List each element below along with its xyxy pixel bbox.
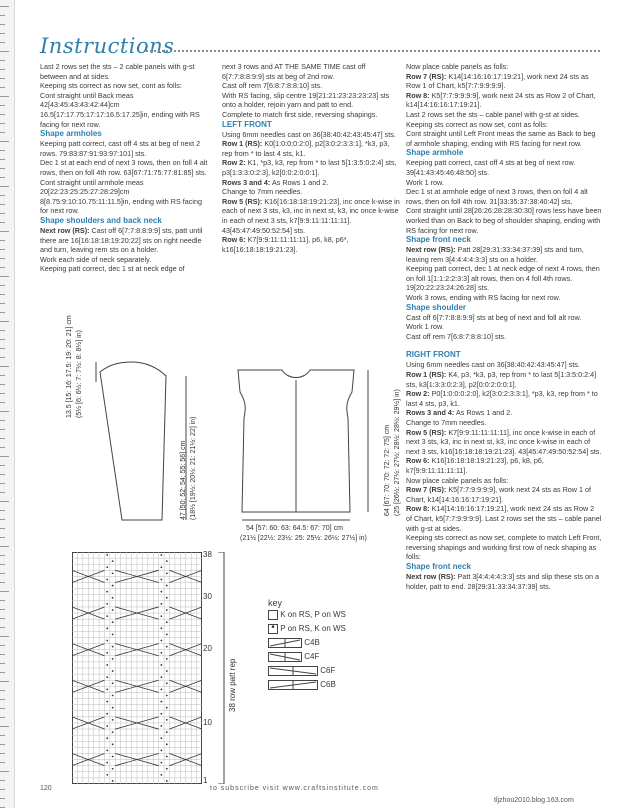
row-text: K5[7:7:9:9:9:9], work next 24 sts as Row 2 of Chart, k14[14:16:16:17:19:21]. [406, 90, 596, 110]
ruler-tick [0, 699, 5, 700]
instruction-row [406, 72, 602, 91]
paragraph: Work 1 row. [406, 322, 444, 332]
sleeve-length-dimension-in: (18½ [19½: 20½: 21: 21½: 22] in) [190, 416, 197, 520]
cable-chart [72, 552, 202, 784]
paragraph: With RS facing, slip centre 19[21:21:23:23:23:23] sts onto a holder, rejoin yarn and patt to end. [222, 90, 390, 110]
c4f-cable-icon [268, 652, 302, 662]
ruler-tick [0, 564, 5, 565]
ruler-tick [0, 762, 5, 763]
purl-dot [106, 603, 108, 605]
paragraph: Using 6mm needles cast on 36[38:40:42:43:45:47] sts. [406, 360, 580, 370]
ruler-tick [0, 456, 9, 457]
purl-dot [106, 591, 108, 593]
ruler-tick [0, 303, 5, 304]
purl-dot [160, 676, 162, 678]
chart-row-30: 30 [203, 592, 212, 601]
ruler-tick [0, 573, 5, 574]
ruler-tick [0, 249, 5, 250]
purl-dot [160, 640, 162, 642]
row-label: Rows 3 and 4: [222, 177, 271, 187]
ruler-tick [0, 186, 9, 187]
purl-dot [112, 682, 114, 684]
paragraph: Cast off 6[7:7:8:8:9:9] sts at beg of next and foll alt row. [406, 312, 582, 322]
paragraph: Cont straight until Left Front meas the same as Back to beg of armhole shaping, ending with RS facing for next row. [406, 129, 596, 148]
ruler-tick [0, 159, 5, 160]
ruler-tick [0, 591, 9, 592]
paragraph: next 3 rows and AT THE SAME TIME cast off 6[7:7:8:8:9:9] sts at beg of 2nd row. [222, 62, 366, 81]
row-text: K14[14:16:16:17:19:21], work next 24 sts as Row 1 of Chart, k5[7:7:9:9:9:9]. [406, 71, 589, 91]
ruler-tick [0, 321, 9, 322]
instruction-row [406, 428, 602, 457]
purl-dot [112, 707, 114, 709]
ruler-tick [0, 663, 5, 664]
section-heading: RIGHT FRONT [406, 350, 461, 360]
purl-dot [106, 762, 108, 764]
paragraph: Complete to match first side, reversing shapings. [222, 109, 378, 119]
ruler-tick [0, 141, 9, 142]
footer-subscribe: to subscribe visit www.craftsinstitute.com [210, 785, 379, 792]
ruler-tick [0, 123, 5, 124]
row-text: K7[9:9:11:11:11:11], inc once k-wise in each of next 3 sts, k3, inc in next st, k3, inc once k-wise in each of next 3 sts, k16[16:18:18:19:21:23]. 43[45:47:49:50:52:54] sts. [406, 427, 602, 456]
ruler-tick [0, 114, 5, 115]
ruler-tick [0, 411, 9, 412]
purl-dot [160, 737, 162, 739]
paragraph: Keeping sts correct as now set, cont as folls: [406, 119, 548, 129]
ruler-tick [0, 609, 5, 610]
ruler-tick [0, 60, 5, 61]
purl-dot [112, 572, 114, 574]
chart-rep-label: 38 row patt rep [228, 658, 237, 712]
ruler-tick [0, 537, 5, 538]
purl-dot [166, 707, 168, 709]
key-item-c6f: C6F [268, 666, 346, 680]
row-label: Rows 3 and 4: [406, 408, 455, 418]
purl-dot [112, 719, 114, 721]
purl-dot [166, 731, 168, 733]
ruler-tick [0, 618, 5, 619]
purl-dot [166, 682, 168, 684]
ruler-tick [0, 726, 9, 727]
paragraph: Last 2 rows set the sts – cable panel with g-st at sides. [406, 109, 580, 119]
row-label: Row 5 (RS): [406, 427, 447, 437]
purl-dot [166, 560, 168, 562]
purl-dot [106, 688, 108, 690]
text-column-3 [406, 62, 602, 591]
paragraph: Now place cable panels as folls: [406, 475, 509, 485]
row-text: Patt 3[4:4:4:4:3:3] sts and slip these sts on a holder, patt to end. 28[29:31:33:34:37:39] sts. [406, 571, 599, 591]
purl-dot [160, 774, 162, 776]
purl-dot [160, 554, 162, 556]
instruction-row [406, 370, 602, 389]
ruler-tick [0, 6, 9, 7]
ruler-tick [0, 708, 5, 709]
text-column-1 [40, 62, 210, 274]
purl-dot [166, 719, 168, 721]
purl-dot [112, 743, 114, 745]
paragraph: Cont straight until armhole meas 20[22:23:25:25:27:28:29]cm 8[8.75:9:10:10.75:11:11.5]in, ending with RS facing for next row. [40, 177, 202, 216]
ruler-tick [0, 204, 5, 205]
key-item-knit: K on RS, P on WS [268, 610, 346, 624]
purl-dot [160, 688, 162, 690]
purl-dot [166, 621, 168, 623]
ruler-tick [0, 546, 9, 547]
chart-key [268, 598, 346, 694]
blank-square-icon [268, 610, 278, 620]
instruction-row [406, 456, 602, 475]
c6f-cable-icon [268, 666, 318, 676]
row-text: Patt 28[29:31:33:34:37:39] sts and turn, leaving rem 3[4:4:4:4:3:3] sts on a holder. [406, 245, 584, 264]
paragraph: Keeping sts correct as now set, complete to match Left Front, reversing shapings and working first row of neck shaping as folls: [406, 533, 602, 562]
dot-square-icon: • [268, 624, 278, 634]
ruler-tick [0, 438, 5, 439]
paragraph: Change to 7mm needles. [222, 187, 303, 197]
instruction-row [222, 197, 400, 235]
purl-dot [106, 737, 108, 739]
purl-dot [166, 658, 168, 660]
purl-dot [160, 615, 162, 617]
row-label: Row 7 (RS): [406, 71, 447, 81]
c6b-cable-icon [268, 680, 318, 690]
paragraph: Work each side of neck separately. [40, 254, 152, 264]
text-column-2 [222, 62, 400, 254]
purl-dot [160, 591, 162, 593]
ruler-tick [0, 798, 5, 799]
key-item-c4b: C4B [268, 638, 346, 652]
section-heading: Shape shoulder [406, 302, 467, 312]
paragraph: Keeping patt correct, dec 1 at neck edge of next 4 rows, then on foll 1[1:1:2:2:3:3] alt rows, then on 4 foll 4th rows. 19[20:22:23:24:26:28] sts. [406, 264, 600, 293]
ruler-tick [0, 582, 5, 583]
ruler-tick [0, 222, 5, 223]
purl-dot [112, 560, 114, 562]
purl-dot [106, 579, 108, 581]
ruler-tick [0, 465, 5, 466]
ruler-tick [0, 483, 5, 484]
ruler-tick [0, 87, 5, 88]
ruler-tick [0, 168, 5, 169]
row-label: Row 7 (RS): [406, 485, 447, 495]
ruler-tick [0, 294, 5, 295]
ruler-tick [0, 276, 9, 277]
ruler-tick [0, 519, 5, 520]
purl-dot [106, 664, 108, 666]
ruler-tick [0, 357, 5, 358]
paragraph: Work 3 rows, ending with RS facing for next row. [406, 293, 561, 303]
paragraph: Cast off rem 7[6:8:7:8:8:10] sts. [406, 331, 507, 341]
section-heading: LEFT FRONT [222, 119, 272, 129]
title-divider [146, 50, 600, 52]
instruction-row [406, 408, 602, 418]
purl-dot [160, 713, 162, 715]
purl-dot [166, 695, 168, 697]
purl-dot [160, 603, 162, 605]
purl-dot [112, 634, 114, 636]
ruler-tick [0, 672, 5, 673]
purl-dot [106, 554, 108, 556]
purl-dot [166, 585, 168, 587]
ruler-tick [0, 105, 5, 106]
purl-dot [112, 670, 114, 672]
ruler-tick [0, 69, 5, 70]
row-text: K16[16:18:18:19:21:23], p6, k8, p6, k7[9:9:11:11:11:11]. [406, 456, 544, 475]
ruler-tick [0, 213, 5, 214]
chart-rep-bracket [216, 552, 226, 784]
ruler-tick [0, 375, 5, 376]
chart-row-1: 1 [203, 776, 208, 785]
purl-dot [160, 652, 162, 654]
purl-dot [106, 640, 108, 642]
row-label: Row 1 (RS): [222, 139, 263, 149]
row-text: K5[7:7:9:9:9:9], work next 24 sts as Row 1 of Chart, k14[14:16:16:17:19:21]. [406, 485, 591, 504]
ruler-tick [0, 501, 9, 502]
ruler-tick [0, 24, 5, 25]
row-label: Row 2: [406, 389, 430, 399]
purl-dot [112, 646, 114, 648]
section-heading: Shape armholes [40, 129, 102, 139]
purl-dot [166, 646, 168, 648]
ruler-tick [0, 600, 5, 601]
purl-dot [166, 670, 168, 672]
ruler-tick [0, 420, 5, 421]
purl-dot [160, 566, 162, 568]
ruler-tick [0, 231, 9, 232]
purl-dot [106, 725, 108, 727]
body-height-dimension-in: (25 [26½: 27½: 27½: 28½: 28½: 29½] in) [394, 389, 401, 516]
row-label: Row 8: [406, 90, 430, 100]
ruler-tick [0, 51, 9, 52]
section-heading: Shape front neck [406, 235, 471, 245]
row-label: Next row (RS): [406, 571, 456, 581]
instruction-row [40, 226, 210, 255]
ruler-tick [0, 528, 5, 529]
ruler-tick [0, 384, 5, 385]
key-item-c4f: C4F [268, 652, 346, 666]
row-text: K16[16:18:18:19:21:23], inc once k-wise in each of next 3 sts, k3, inc in next st, k3, inc once k-wise in each of next 3 sts, k7[9:9:11:11:11:11]. 43[45:47:49:50:52:54] sts. [222, 196, 400, 235]
ruler-tick [0, 285, 5, 286]
purl-dot [112, 585, 114, 587]
instruction-row [406, 245, 602, 264]
purl-dot [112, 658, 114, 660]
purl-dot [106, 566, 108, 568]
ruler-tick [0, 150, 5, 151]
purl-dot [160, 627, 162, 629]
ruler-tick [0, 177, 5, 178]
ruler-tick [0, 348, 5, 349]
ruler-tick [0, 330, 5, 331]
row-label: Row 2: [222, 158, 246, 168]
paragraph: Work 1 row. [406, 177, 444, 187]
purl-dot [166, 768, 168, 770]
chart-row-38: 38 [203, 550, 212, 559]
c4b-cable-icon [268, 638, 302, 648]
body-width-dimension: 54 [57: 60: 63: 64.5: 67: 70] cm [246, 525, 343, 532]
ruler-tick [0, 447, 5, 448]
ruler-tick [0, 267, 5, 268]
ruler-tick [0, 312, 5, 313]
purl-dot [106, 750, 108, 752]
ruler-tick [0, 393, 5, 394]
instruction-row [222, 235, 400, 254]
key-title: key [268, 598, 283, 608]
purl-dot [166, 634, 168, 636]
row-label: Next row (RS): [406, 245, 456, 255]
ruler-tick [0, 339, 5, 340]
purl-dot [112, 731, 114, 733]
ruler-tick [0, 690, 5, 691]
row-text: K7[9:9:11:11:11:11], p6, k8, p6*, k16[16:18:18:19:21:23]. [222, 235, 349, 254]
ruler-tick [0, 96, 9, 97]
body-schematic [218, 362, 388, 522]
instruction-row [222, 139, 400, 158]
ruler-tick [0, 195, 5, 196]
row-text: K14[14:16:16:17:19:21], work next 24 sts as Row 2 of Chart, k5[7:7:9:9:9:9]. Last 2 rows set the sts – cable panel with g-st at sides. [406, 504, 602, 533]
paragraph: Last 2 rows set the sts – 2 cable panels with g-st between and at sides. [40, 62, 195, 81]
row-text: As Rows 1 and 2. [271, 177, 329, 187]
row-text: K0[1:0:0:0:2:0], p2[3:0:2:3:3:1], *k3, p3, rep from * to last 4 sts, k1. [222, 139, 390, 158]
body-height-dimension: 64 [67: 70: 70: 72: 72: 75] cm [384, 424, 391, 516]
purl-dot [106, 627, 108, 629]
chart-row-20: 20 [203, 644, 212, 653]
paragraph: Keeping patt correct, cast off 4 sts at beg of next 2 rows. 79:83:87:91:93:97:101] sts. [40, 139, 201, 158]
ruler-tick [0, 735, 5, 736]
paragraph: Using 6mm needles cast on 36[38:40:42:43:45:47] sts. [222, 129, 396, 139]
purl-dot [160, 664, 162, 666]
ruler-tick [0, 240, 5, 241]
paragraph: Keeping patt correct, dec 1 st at neck edge of [40, 264, 185, 274]
purl-dot [166, 609, 168, 611]
page-title: Instructions [40, 34, 175, 58]
sleeve-top-dimension: 13.5 [15: 16: 17.5: 19: 20: 21] cm [66, 315, 73, 418]
row-label: Next row (RS): [40, 225, 90, 235]
section-heading: Shape armhole [406, 148, 464, 158]
paragraph: Keeping patt correct, cast off 4 sts at beg of next row. 39[41:43:45:46:48:50] sts. [406, 158, 576, 177]
row-text: K4, p3, *k3, p3, rep from * to last 5[1:3:5:0:2:4] sts, k3[1:3:3:0:2:3], p2[0:0:2:0:0:1]. [406, 370, 597, 389]
ruler-tick [0, 510, 5, 511]
ruler-tick [0, 717, 5, 718]
purl-dot [166, 572, 168, 574]
purl-dot [160, 725, 162, 727]
purl-dot [112, 780, 114, 782]
instruction-row [406, 485, 602, 504]
purl-dot [106, 713, 108, 715]
ruler-tick [0, 402, 5, 403]
purl-dot [160, 762, 162, 764]
purl-dot [106, 615, 108, 617]
ruler-tick [0, 474, 5, 475]
purl-dot [112, 695, 114, 697]
purl-dot [166, 743, 168, 745]
purl-dot [106, 652, 108, 654]
instruction-row [406, 504, 602, 533]
page-number: 120 [40, 785, 52, 792]
ruler-tick [0, 771, 9, 772]
row-text: Cast off 6[7:7:8:8:9:9] sts, patt until there are 16[16:18:18:19:20:22] sts on right needle and turn, leaving rem sts on a holder. [40, 225, 203, 255]
chart-row-10: 10 [203, 718, 212, 727]
sleeve-length-dimension: 47 [50: 52: 54: 55: 56] cm [180, 440, 187, 520]
ruler-tick [0, 789, 5, 790]
page-ruler [0, 0, 15, 808]
ruler-tick [0, 366, 9, 367]
paragraph: Change to 7mm needles. [406, 418, 487, 427]
row-label: Row 6: [406, 456, 430, 466]
section-heading: Shape shoulders and back neck [40, 215, 162, 225]
ruler-tick [0, 492, 5, 493]
ruler-tick [0, 627, 5, 628]
row-text: P0[1:0:0:0:2:0], k2[3:0:2:3:3:1], *p3, k3, rep from * to last 4 sts, p3, k1. [406, 389, 598, 408]
paragraph: Cast off rem 7[6:8:7:8:8:10] sts. [222, 81, 323, 91]
ruler-tick [0, 636, 9, 637]
purl-dot [112, 621, 114, 623]
key-item-purl: • P on RS, K on WS [268, 624, 346, 638]
row-label: Row 1 (RS): [406, 370, 447, 380]
instruction-row [222, 158, 400, 177]
paragraph: Dec 1 st at each end of next 3 rows, then on foll 4 alt rows, then on foll 4th row. 63[67:71:75:77:81:85] sts. [40, 158, 208, 177]
ruler-tick [0, 429, 5, 430]
ruler-tick [0, 15, 5, 16]
ruler-tick [0, 780, 5, 781]
ruler-tick [0, 258, 5, 259]
purl-dot [106, 676, 108, 678]
purl-dot [166, 597, 168, 599]
row-text: As Rows 1 and 2. [455, 408, 513, 418]
purl-dot [112, 756, 114, 758]
instruction-row [406, 91, 602, 110]
instruction-row [406, 572, 602, 591]
ruler-tick [0, 555, 5, 556]
ruler-tick [0, 744, 5, 745]
sleeve-top-dimension-in: (5½ [6: 6½: 7: 7½: 8: 8½] in) [76, 330, 83, 418]
purl-dot [106, 774, 108, 776]
purl-dot [166, 756, 168, 758]
ruler-tick [0, 42, 5, 43]
ruler-tick [0, 681, 9, 682]
row-text: K1, *p3, k3, rep from * to last 5[1:3:5:0:2:4] sts, p3[1:3:3:0:2:3], k2[0:0:2:0:0:1]. [222, 158, 397, 177]
purl-dot [160, 701, 162, 703]
paragraph: Now place cable panels as folls: [406, 62, 509, 71]
row-label: Row 6: [222, 235, 246, 245]
section-heading: Shape front neck [406, 561, 471, 571]
purl-dot [160, 750, 162, 752]
paragraph: Keeping sts correct as now set, cont as folls: [40, 81, 182, 91]
key-item-c6b: C6B [268, 680, 346, 694]
row-label: Row 5 (RS): [222, 196, 263, 206]
ruler-tick [0, 33, 5, 34]
watermark: tljzhou2010.blog.163.com [494, 797, 574, 804]
purl-dot [112, 597, 114, 599]
purl-dot [160, 579, 162, 581]
instruction-row [406, 389, 602, 408]
paragraph: Cont straight until 28[26:26:28:28:30:30] rows less have been worked than on Back to beg of shoulder shaping, ending with RS facing for next row. [406, 206, 602, 235]
paragraph: Cont straight until Back meas 42[43:45:43:43:42:44]cm 16.5[17:17.75:17:17:16.5:17.25]in, ending with RS facing for next row. [40, 90, 200, 129]
ruler-tick [0, 753, 5, 754]
row-label: Row 8: [406, 504, 430, 514]
instruction-row [222, 178, 400, 188]
paragraph: Dec 1 st at armhole edge of next 3 rows, then on foll 4 alt rows, then on foll 4th row. 31[33:35:37:38:40:42] sts. [406, 187, 588, 206]
ruler-tick [0, 132, 5, 133]
ruler-tick [0, 78, 5, 79]
purl-dot [112, 768, 114, 770]
spacer [406, 341, 602, 350]
purl-dot [106, 701, 108, 703]
body-width-dimension-in: (21½ [22½: 23½: 25: 25½: 26½: 27½] in) [240, 535, 367, 542]
purl-dot [112, 609, 114, 611]
ruler-tick [0, 654, 5, 655]
ruler-tick [0, 645, 5, 646]
purl-dot [166, 780, 168, 782]
